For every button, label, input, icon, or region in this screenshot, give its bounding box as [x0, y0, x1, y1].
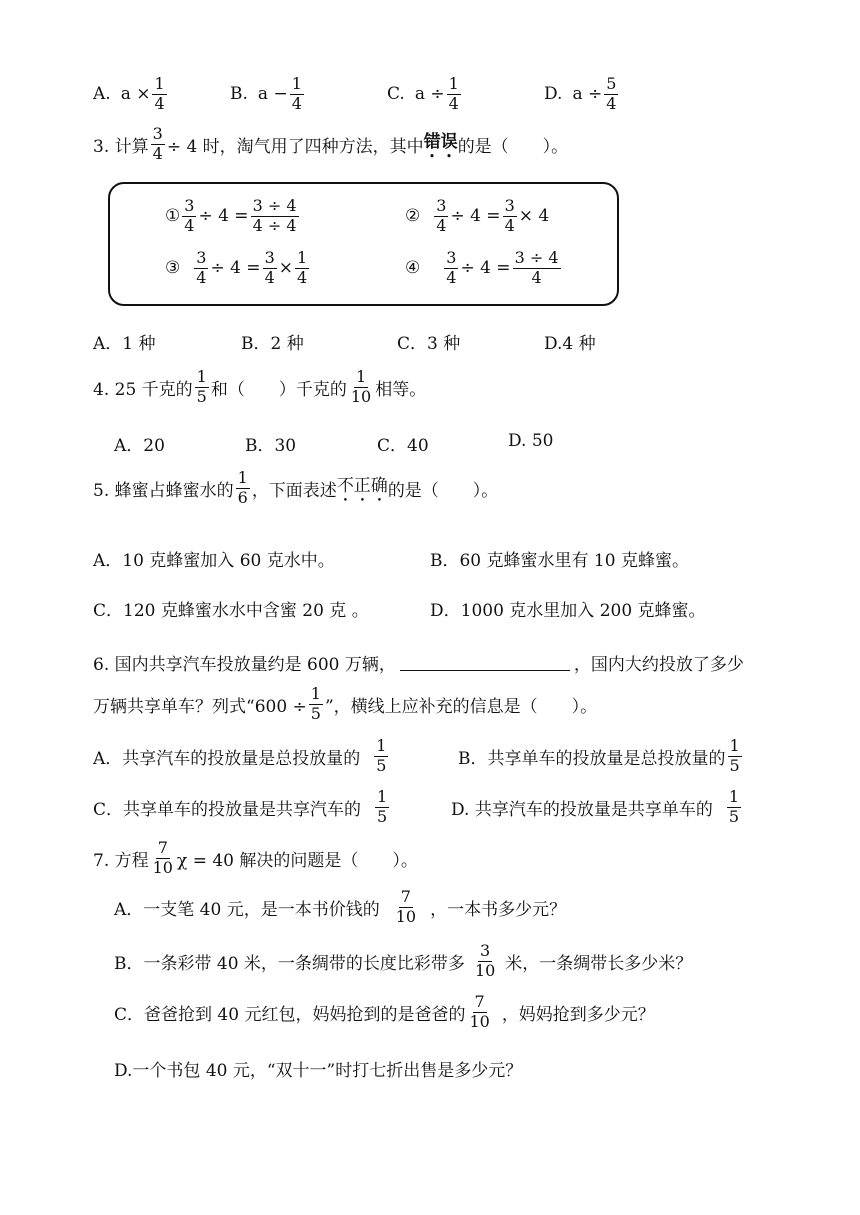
fraction: $\frac{1}{5}$ — [728, 787, 740, 826]
q3-option-b[interactable]: B．2 种 — [241, 334, 304, 354]
fraction: $\frac{1}{5}$ — [196, 367, 207, 406]
option-text: ，妈妈抢到多少元？ — [501, 1004, 655, 1025]
option-label: D. — [544, 84, 563, 105]
fraction: $\frac{1}{4}$ — [154, 74, 165, 113]
method-2 — [405, 198, 549, 235]
fraction: $\frac{1}{5}$ — [377, 787, 388, 826]
fraction: $\frac{3}{4}$ — [504, 196, 515, 235]
method-mark: ④ — [405, 258, 421, 279]
q7-text: 7. 方程 — [93, 850, 149, 871]
operator: ÷ 4 = — [210, 258, 261, 279]
answer-blank[interactable] — [400, 654, 570, 671]
q7-option-b[interactable] — [114, 943, 692, 980]
q4-option-c[interactable]: C．40 — [377, 436, 429, 456]
q4-option-a[interactable]: A．20 — [114, 436, 165, 456]
q4-text: 和（ ）千克的 — [210, 379, 347, 400]
fraction: $\frac{3 \div 4}{4}$ — [514, 248, 559, 287]
operator: × 4 — [518, 206, 550, 227]
method-3 — [165, 250, 311, 287]
q5-emphasis: 不正确 — [336, 475, 388, 496]
fraction: $\frac{3}{10}$ — [474, 941, 496, 980]
q3-emphasis: 错误 — [423, 131, 458, 152]
option-text: C．共享单车的投放量是共享汽车的 — [93, 799, 362, 820]
q6-text: ，国内大约投放了多少 — [573, 655, 744, 675]
q6-option-d[interactable] — [451, 789, 743, 826]
option-expression: a ÷ — [572, 84, 603, 105]
q5-option-a[interactable]: A．10 克蜂蜜加入 60 克水中。 — [93, 551, 335, 571]
q2-option-d[interactable] — [544, 76, 620, 113]
option-text: D. 共享汽车的投放量是共享单车的 — [451, 799, 713, 820]
fraction: $\frac{3}{4}$ — [152, 124, 163, 163]
q6-text: ”，横线上应补充的信息是（ ）。 — [324, 696, 598, 717]
fraction: $\frac{1}{5}$ — [729, 736, 740, 775]
q7-option-d[interactable]: D.一个书包 40 元，“双十一”时打七折出售是多少元？ — [114, 1061, 523, 1081]
operator: × — [278, 258, 293, 279]
option-label: C. — [387, 84, 405, 105]
option-text: B．一条彩带 40 米，一条绸带的长度比彩带多 — [114, 953, 465, 974]
option-label: B. — [230, 84, 248, 105]
fraction: $\frac{1}{4}$ — [297, 248, 308, 287]
operator: ÷ 4 = — [460, 258, 511, 279]
option-expression: a × — [120, 84, 151, 105]
fraction: $\frac{1}{5}$ — [376, 736, 387, 775]
option-text: A．共享汽车的投放量是总投放量的 — [93, 748, 361, 769]
q2-option-a[interactable] — [93, 76, 169, 113]
q3-text: 3. 计算 — [93, 136, 149, 157]
q6-option-a[interactable] — [93, 738, 390, 775]
option-text: B．共享单车的投放量是总投放量的 — [458, 748, 726, 769]
q3-stem — [93, 126, 568, 163]
q5-option-d[interactable]: D．1000 克水里加入 200 克蜂蜜。 — [430, 601, 706, 621]
option-expression: a ÷ — [414, 84, 445, 105]
fraction: $\frac{3}{4}$ — [446, 248, 457, 287]
q4-stem — [93, 369, 426, 406]
fraction: $\frac{3}{4}$ — [264, 248, 275, 287]
q2-option-c[interactable] — [387, 76, 463, 113]
method-mark: ① — [165, 206, 181, 227]
q7-option-c[interactable] — [114, 994, 655, 1031]
q6-option-c[interactable] — [93, 789, 391, 826]
q6-option-b[interactable] — [458, 738, 744, 775]
q5-text: 5. 蜂蜜占蜂蜜水的 — [93, 480, 234, 501]
q4-text: 相等。 — [375, 379, 427, 400]
q6-text: 6. 国内共享汽车投放量约是 600 万辆， — [93, 655, 396, 675]
option-text: C．爸爸抢到 40 元红包，妈妈抢到的是爸爸的 — [114, 1004, 466, 1025]
fraction: $\frac{7}{10}$ — [152, 838, 173, 877]
q4-option-b[interactable]: B．30 — [245, 436, 297, 456]
q3-option-a[interactable]: A．1 种 — [93, 334, 156, 354]
q3-text: 的是（ ）。 — [457, 136, 569, 157]
method-mark: ② — [405, 206, 421, 227]
method-1 — [165, 198, 301, 235]
fraction: $\frac{7}{10}$ — [469, 992, 490, 1031]
q6-stem-line2 — [93, 686, 597, 723]
q5-text: 的是（ ）。 — [387, 480, 499, 501]
q5-option-b[interactable]: B．60 克蜂蜜水里有 10 克蜂蜜。 — [430, 551, 689, 571]
option-expression: a − — [257, 84, 288, 105]
fraction: $\frac{1}{4}$ — [291, 74, 302, 113]
q5-option-c[interactable]: C．120 克蜂蜜水水中含蜜 20 克 。 — [93, 601, 369, 621]
fraction: $\frac{1}{10}$ — [350, 367, 372, 406]
method-mark: ③ — [165, 258, 181, 279]
fraction: $\frac{7}{10}$ — [395, 887, 417, 926]
fraction: $\frac{3}{4}$ — [196, 248, 207, 287]
option-text: 米，一条绸带长多少米？ — [505, 953, 693, 974]
method-4 — [405, 250, 563, 287]
q7-text: χ = 40 解决的问题是（ ）。 — [176, 850, 418, 871]
fraction: $\frac{3}{4}$ — [436, 196, 447, 235]
option-text: ，一本书多少元？ — [430, 899, 567, 920]
q3-text: ÷ 4 时，淘气用了四种方法，其中 — [166, 136, 424, 157]
q4-text: 4. 25 千克的 — [93, 379, 193, 400]
q5-text: ，下面表述 — [251, 480, 337, 501]
q6-stem-line1 — [93, 650, 744, 675]
fraction: $\frac{1}{4}$ — [448, 74, 459, 113]
fraction: $\frac{1}{5}$ — [310, 684, 321, 723]
q6-text: 万辆共享单车？列式“600 ÷ — [93, 696, 307, 717]
option-text: A．一支笔 40 元，是一本书价钱的 — [114, 899, 380, 920]
q3-option-d[interactable]: D.4 种 — [544, 334, 596, 354]
option-label: A. — [93, 84, 111, 105]
fraction: $\frac{1}{6}$ — [237, 468, 248, 507]
q2-option-b[interactable] — [230, 76, 306, 113]
fraction: $\frac{3}{4}$ — [184, 196, 195, 235]
q5-stem — [93, 470, 498, 507]
q3-option-c[interactable]: C．3 种 — [397, 334, 461, 354]
fraction: $\frac{3 \div 4}{4 \div 4}$ — [252, 196, 297, 235]
q7-stem — [93, 840, 418, 877]
q7-option-a[interactable] — [114, 889, 566, 926]
operator: ÷ 4 = — [198, 206, 249, 227]
fraction: $\frac{5}{4}$ — [606, 74, 617, 113]
q4-option-d[interactable]: D. 50 — [508, 431, 554, 451]
operator: ÷ 4 = — [450, 206, 501, 227]
